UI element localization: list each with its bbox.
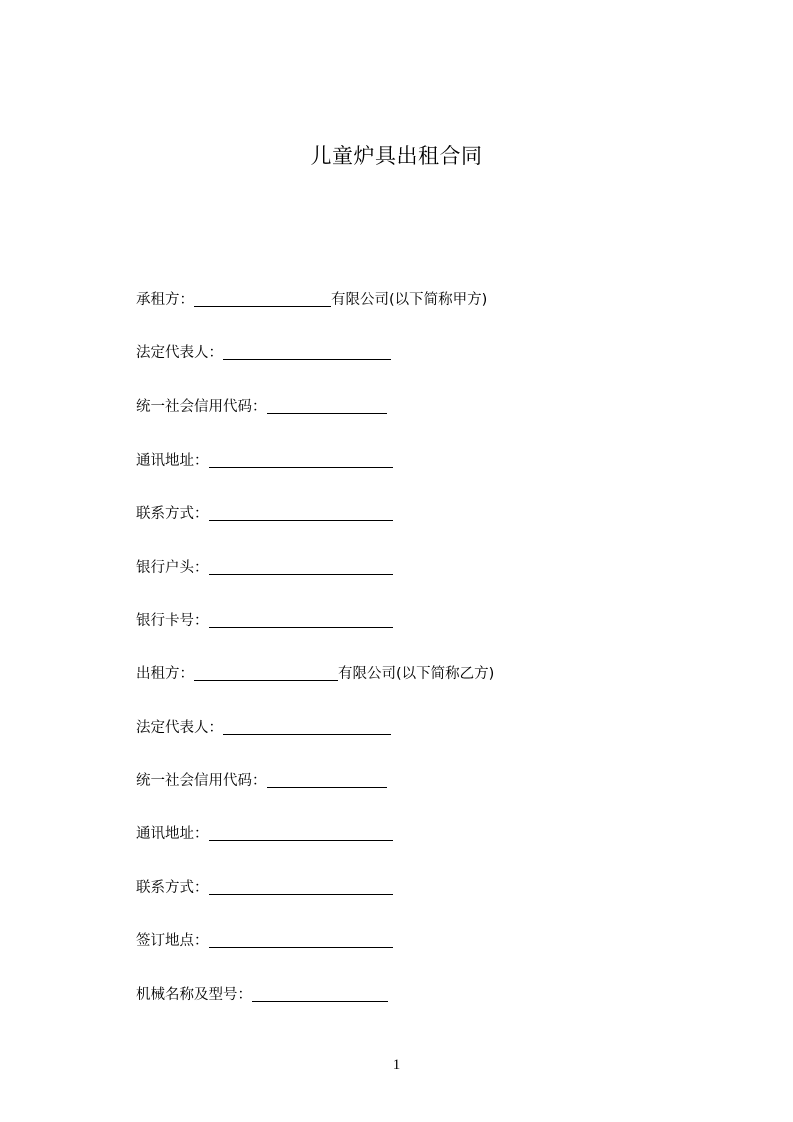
- lessor-address-row: [136, 823, 393, 845]
- machine-model-row: [136, 984, 388, 1006]
- lessor-contact-label: 联系方式：: [136, 880, 209, 896]
- lessee-bank-card-label: 银行卡号：: [136, 613, 209, 629]
- lessor-address-blank[interactable]: [209, 823, 393, 841]
- lessee-legal-rep-row: [136, 342, 391, 364]
- lessor-legal-rep-row: [136, 717, 391, 739]
- lessee-credit-code-row: [136, 396, 387, 418]
- signing-location-blank[interactable]: [209, 930, 393, 948]
- lessee-party-row: [136, 289, 487, 311]
- lessee-bank-card-blank[interactable]: [209, 610, 393, 628]
- lessor-legal-rep-label: 法定代表人：: [136, 720, 223, 736]
- lessee-address-blank[interactable]: [209, 450, 393, 468]
- lessee-address-row: [136, 450, 393, 472]
- signing-location-row: [136, 930, 393, 952]
- machine-model-label: 机械名称及型号：: [136, 987, 252, 1003]
- lessee-contact-label: 联系方式：: [136, 506, 209, 522]
- lessor-address-label: 通讯地址：: [136, 826, 209, 842]
- machine-model-blank[interactable]: [252, 984, 388, 1002]
- lessee-address-label: 通讯地址：: [136, 453, 209, 469]
- lessee-bank-account-name-row: [136, 557, 393, 579]
- lessee-bank-account-name-label: 银行户头：: [136, 560, 209, 576]
- lessor-contact-row: [136, 877, 393, 899]
- lessee-contact-row: [136, 503, 393, 525]
- lessee-contact-blank[interactable]: [209, 503, 393, 521]
- lessor-party-row: [136, 663, 494, 685]
- lessor-credit-code-row: [136, 770, 387, 792]
- lessor-credit-code-label: 统一社会信用代码：: [136, 773, 267, 789]
- lessee-bank-account-name-blank[interactable]: [209, 557, 393, 575]
- lessor-credit-code-blank[interactable]: [267, 770, 387, 788]
- lessee-legal-rep-blank[interactable]: [223, 342, 391, 360]
- lessee-credit-code-blank[interactable]: [267, 396, 387, 414]
- lessee-bank-card-row: [136, 610, 393, 632]
- lessee-credit-code-label: 统一社会信用代码：: [136, 399, 267, 415]
- lessee-company-blank[interactable]: [194, 289, 331, 307]
- lessee-party-suffix: 有限公司(以下简称甲方): [331, 292, 488, 308]
- lessor-party-label: 出租方：: [136, 666, 194, 682]
- signing-location-label: 签订地点：: [136, 933, 209, 949]
- lessor-party-suffix: 有限公司(以下简称乙方): [338, 666, 495, 682]
- page-number: 1: [392, 1057, 401, 1073]
- lessor-contact-blank[interactable]: [209, 877, 393, 895]
- lessee-party-label: 承租方：: [136, 292, 194, 308]
- lessor-legal-rep-blank[interactable]: [223, 717, 391, 735]
- lessor-company-blank[interactable]: [194, 663, 338, 681]
- lessee-legal-rep-label: 法定代表人：: [136, 345, 223, 361]
- document-title: 儿童炉具出租合同: [310, 144, 483, 168]
